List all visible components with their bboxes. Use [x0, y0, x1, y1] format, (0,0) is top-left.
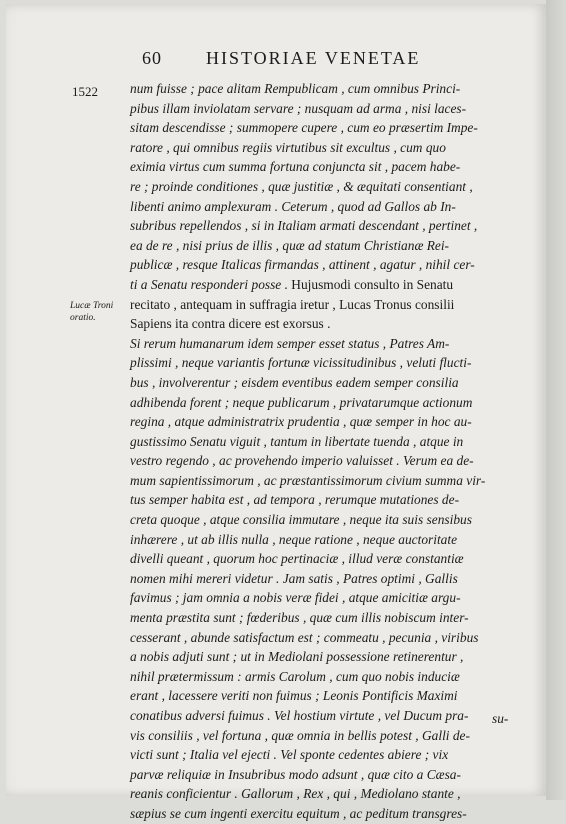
text-line-content: erant , lacessere veriti non fuimus ; Leonis Pontificis Maximi [130, 688, 458, 704]
text-line [130, 432, 526, 452]
text-line [130, 373, 526, 393]
text-line [130, 784, 526, 804]
text-line [130, 549, 526, 569]
text-line-content: sæpius se cum ingenti exercitu equitum , ac peditum transgres- [130, 805, 467, 821]
text-line [130, 706, 526, 726]
text-line-content: creta quoque , atque consilia immutare , neque ita suis sensibus [130, 512, 472, 528]
margin-year: 1522 [72, 84, 98, 99]
text-line [130, 569, 526, 589]
text-line-content: mum sapientissimorum , ac præstantissimorum civium summa vir- [130, 472, 486, 488]
text-line-content: Sapiens ita contra dicere est exorsus . [130, 316, 331, 332]
body-text [130, 79, 526, 824]
text-line [130, 647, 526, 667]
text-line-content: bus , involverentur ; eisdem eventibus eadem semper consilia [130, 374, 459, 390]
margin-note-line: oratio. [70, 313, 96, 323]
text-line-content: parvæ reliquiæ in Insubribus modo adsunt , quæ cito a Cæsa- [130, 766, 461, 782]
text-line-content: conatibus adversi fuimus . Vel hostium virtute , vel Ducum pra- [130, 708, 469, 723]
text-line-content: reanis conficientur . Gallorum , Rex , qui , Mediolano stante , [130, 786, 461, 802]
text-line-content: num fuisse ; pace alitam Rempublicam , cum omnibus Princi- [130, 81, 461, 96]
text-line-content: regina , atque administratrix prudentia , quæ semper in hoc au- [130, 414, 472, 430]
text-line [130, 412, 526, 432]
page-number: 60 [142, 48, 162, 68]
text-line-content: a nobis adjuti sunt ; ut in Mediolani possessione retinerentur , [130, 649, 464, 665]
text-line [130, 177, 526, 197]
book-page [6, 4, 546, 821]
text-line-content: adhibenda forent ; neque publicarum , privatarumque actionum [130, 394, 473, 410]
text-line [130, 588, 526, 608]
text-line [130, 79, 526, 99]
text-line [130, 804, 526, 824]
text-line-content: ea de re , nisi prius de illis , quæ ad statum Christianæ Rei- [130, 237, 450, 253]
text-line [130, 216, 526, 236]
text-line [130, 510, 526, 530]
text-line [130, 157, 526, 177]
text-line [130, 314, 526, 334]
text-line-content: nomen mihi mereri videtur . Jam satis , Patres optimi , Gallis [130, 570, 458, 586]
text-line [130, 99, 526, 119]
text-line-content: re ; proinde conditiones , quæ justitiæ , & æquitati consentiant , [130, 178, 473, 194]
page-edge-shadow [546, 0, 566, 800]
catchword: su- [492, 711, 509, 726]
text-line [130, 667, 526, 687]
text-line [130, 353, 526, 373]
running-title: HISTORIAE VENETAE [206, 48, 421, 68]
text-line-content: ratore , qui omnibus regiis virtutibus sit excultus , cum quo [130, 139, 446, 155]
text-line-content: recitato , antequam in suffragia iretur , Lucas Tronus consilii [130, 296, 455, 312]
text-line [130, 530, 526, 550]
text-line-content: ti a Senatu responderi posse . [130, 276, 288, 292]
margin-note-line: Lucæ Troni [70, 301, 114, 311]
text-line [130, 197, 526, 217]
text-line [130, 236, 526, 256]
text-line-content: victi sunt ; Italia vel ejecti . Vel sponte cedentes abiere ; vix [130, 747, 449, 763]
text-line [130, 138, 526, 158]
text-line [130, 275, 526, 295]
text-line-content: publicæ , resque Italicas firmandas , attinent , agatur , nihil cer- [130, 257, 475, 273]
text-line-content: subribus repellendos , si in Italiam armati descendant , pertinet , [130, 218, 478, 234]
text-line-content: cesserant , abunde satisfactum est ; commeatu , pecunia , viribus [130, 629, 479, 645]
text-line-content: nihil prætermissum : armis Carolum , cum quo nobis induciæ [130, 668, 460, 684]
text-line [130, 393, 526, 413]
text-line-content: Si rerum humanarum idem semper esset status , Patres Am- [130, 335, 450, 351]
page-header [114, 48, 514, 72]
text-line-content: tus semper habita est , ad tempora , rerumque mutationes de- [130, 492, 460, 508]
text-line-content: vis consiliis , vel fortuna , quæ omnia in bellis potest , Galli de- [130, 727, 470, 743]
text-line [130, 451, 526, 471]
text-line [130, 490, 526, 510]
text-line-content: eximia virtus cum summa fortuna conjuncta sit , pacem habe- [130, 159, 461, 175]
text-line [130, 765, 526, 785]
text-line-content: gustissimo Senatu viguit , tantum in libertate tuenda , atque in [130, 433, 464, 449]
text-line [130, 608, 526, 628]
text-line-content: favimus ; jam omnia a nobis veræ fidei , atque amicitiæ argu- [130, 590, 461, 606]
text-line-content: pibus illam inviolatam servare ; nusquam ad arma , nisi laces- [130, 100, 467, 116]
text-line-content: divelli queant , quorum hoc pertinaciæ , illud veræ constantiæ [130, 551, 464, 567]
text-line [130, 334, 526, 354]
text-line-roman-tail: Hujusmodi consulto in Senatu [287, 276, 454, 292]
text-line-content: plissimi , neque variantis fortunæ vicissitudinibus , veluti flucti- [130, 355, 472, 371]
text-line [130, 118, 526, 138]
text-line [130, 471, 526, 491]
text-line-content: vestro regendo , ac provehendo imperio valuisset . Verum ea de- [130, 453, 474, 469]
text-line-content: menta præstita sunt ; fœderibus , quæ cum illis nobiscum inter- [130, 610, 469, 626]
text-line-content: sitam descendisse ; summopere cupere , cum eo præsertim Impe- [130, 120, 478, 136]
text-line [130, 255, 526, 275]
text-line [130, 686, 526, 706]
text-line-content: libenti animo amplexuram . Ceterum , quod ad Gallos ab In- [130, 198, 456, 214]
text-line-content: inhærere , ut ab illis nulla , neque ratione , neque auctoritate [130, 531, 458, 547]
text-line [130, 726, 526, 746]
text-line [130, 628, 526, 648]
margin-note [70, 300, 128, 324]
text-line [130, 295, 526, 315]
text-line [130, 745, 526, 765]
